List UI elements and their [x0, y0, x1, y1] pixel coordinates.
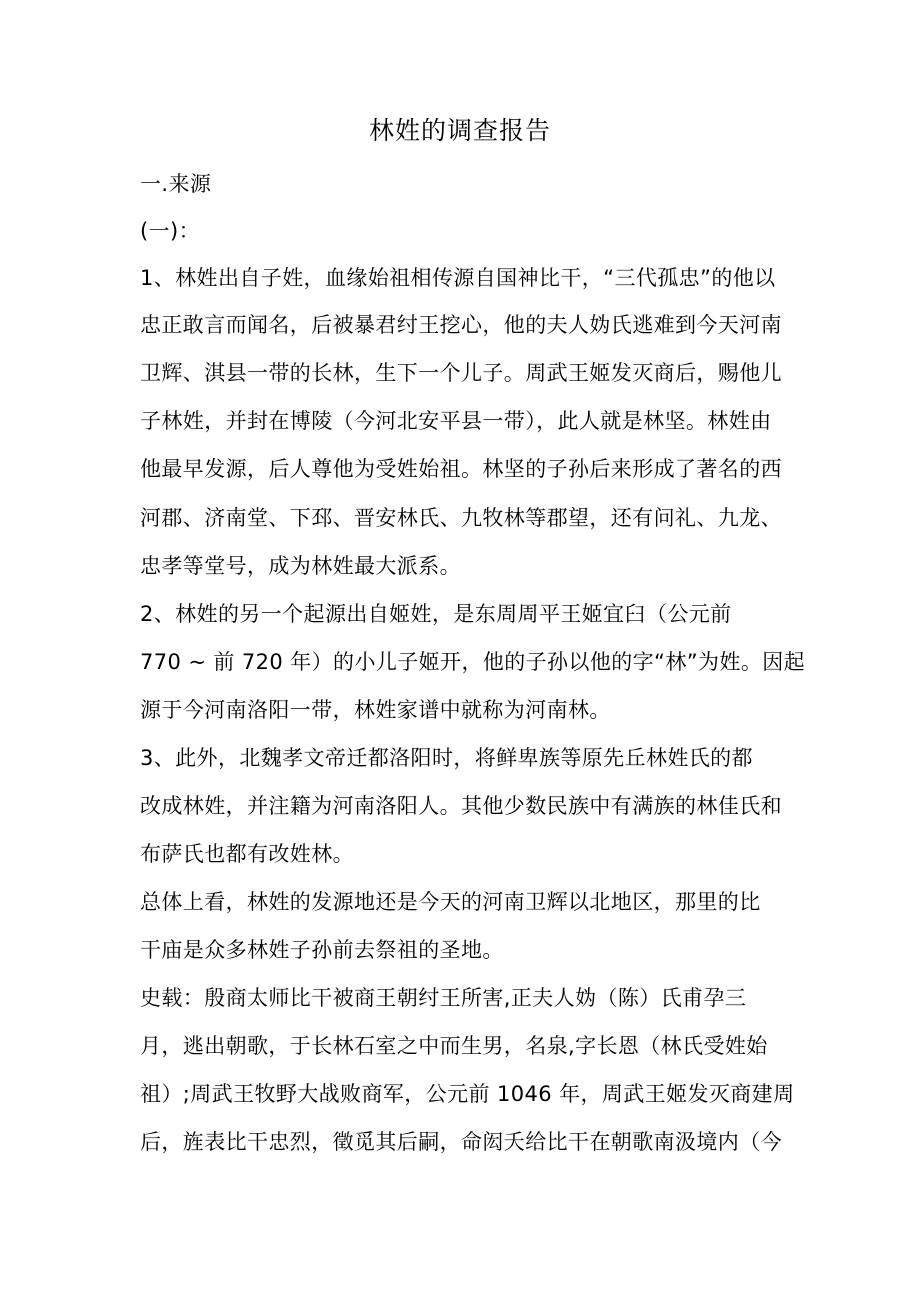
paragraph-line: 他最早发源，后人尊他为受姓始祖。林坚的子孙后来形成了著名的西 — [140, 457, 782, 481]
paragraph-line: 河郡、济南堂、下邳、晋安林氏、九牧林等郡望，还有问礼、九龙、 — [140, 506, 782, 530]
paragraph-line: 源于今河南洛阳一带，林姓家谱中就称为河南林。 — [140, 698, 611, 722]
paragraph-line: 忠孝等堂号，成为林姓最大派系。 — [140, 554, 461, 578]
paragraph-line: 干庙是众多林姓子孙前去祭祖的圣地。 — [140, 938, 504, 962]
paragraph-line: 3、此外，北魏孝文帝迁都洛阳时，将鲜卑族等原先丘林姓氏的都 — [140, 746, 753, 770]
paragraph-line: 770 ~ 前 720 年）的小儿子姬开，他的子孙以他的字“林”为姓。因起 — [140, 650, 806, 674]
paragraph-line: 忠正敢言而闻名，后被暴君纣王挖心，他的夫人妫氏逃难到今天河南 — [140, 313, 782, 337]
section-heading: 一.来源 — [140, 172, 212, 196]
paragraph-line: 卫辉、淇县一带的长林，生下一个儿子。周武王姬发灭商后，赐他儿 — [140, 361, 782, 385]
paragraph-line: 布萨氏也都有改姓林。 — [140, 842, 354, 866]
paragraph-line: 月，逃出朝歌，于长林石室之中而生男，名泉,字长恩（林氏受姓始 — [140, 1034, 768, 1058]
paragraph-line: 祖）;周武王牧野大战败商军，公元前 1046 年，周武王姬发灭商建周 — [140, 1082, 795, 1106]
subsection-heading: (一)： — [140, 219, 200, 243]
paragraph-line: 子林姓，并封在博陵（今河北安平县一带），此人就是林坚。林姓由 — [140, 409, 772, 433]
paragraph-line: 1、林姓出自子姓，血缘始祖相传源自国神比干，“三代孤忠”的他以 — [140, 266, 776, 290]
page-title: 林姓的调查报告 — [368, 116, 551, 145]
paragraph-line: 改成林姓，并注籍为河南洛阳人。其他少数民族中有满族的林佳氏和 — [140, 794, 782, 818]
paragraph-line: 总体上看，林姓的发源地还是今天的河南卫辉以北地区，那里的比 — [140, 890, 761, 914]
paragraph-line: 后，旌表比干忠烈，徵觅其后嗣，命闳夭给比干在朝歌南汲境内（今 — [140, 1130, 782, 1154]
paragraph-line: 史载：殷商太师比干被商王朝纣王所害,正夫人妫（陈）氏甫孕三 — [140, 986, 747, 1010]
paragraph-line: 2、林姓的另一个起源出自姬姓，是东周周平王姬宜臼（公元前 — [140, 602, 732, 626]
